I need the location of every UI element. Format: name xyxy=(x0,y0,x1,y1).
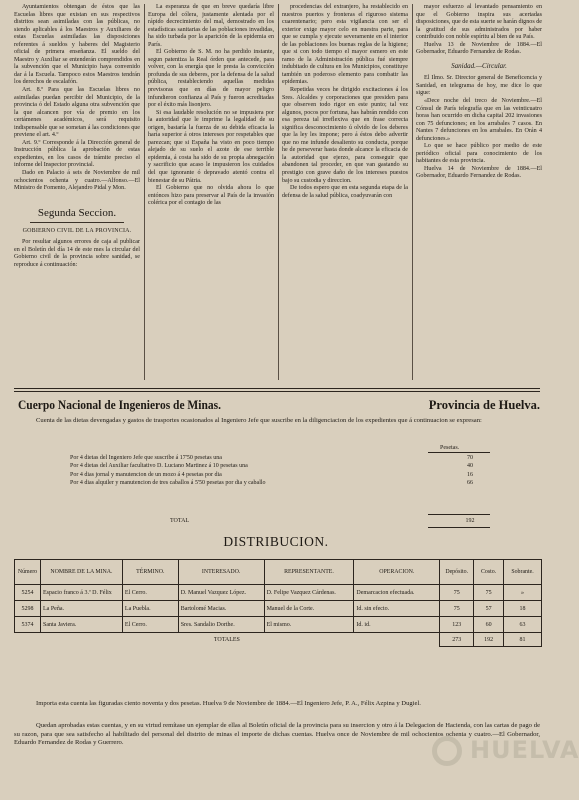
expense-desc: Por 4 dietas del Ingeniero Jefe que suscribe á 17'50 pesetas una xyxy=(70,455,222,461)
column-rule xyxy=(412,4,413,380)
paragraph: El Gobierno que no olvida ahora lo que entónces hizo para preservar al País de la invasión colérica por el contagio de las xyxy=(148,185,274,207)
top-columns xyxy=(14,4,542,384)
banner-title: Cuerpo Nacional de Ingenieros de Minas. xyxy=(18,398,221,412)
paragraph: procedencias del extranjero, ha restablecido en nuestros puertos y fronteras el riguroso sistema cuarentenario; pero esta vigilancia con ser el exterior exige mayor celo en nuestra parte, para que se cumpla y ejecute severamente en el interior de las poblaciones los buenas reglas de la higiene; que si con todo tiempo el mayor esmero en este ramo de la Administración pública fué siempre indubitado de cultura en los Municipios, constituye también un poderoso elemento para combatir las epidemias. xyxy=(282,4,408,86)
expense-amount: 40 xyxy=(467,463,473,470)
expense-amount: 70 xyxy=(467,455,473,461)
paragraph: La esperanza de que en breve quedaría libre Europa del cólera, justamente alentada por el rápido decrecimiento del mal, demostrado en los estadísticas sanitarias de las poblaciones invadidas, ha sido turbada por la aparición de la epidemia en París. xyxy=(148,4,274,48)
column-4 xyxy=(416,4,542,384)
column-header: OPERACION. xyxy=(354,560,440,585)
paragraph: mayor esfuerzo al levantado pensamiento en que el Gobierno inspira sus acertadas disposiciones, que de esta suerte se harán dignos de la gratitud de sus administrados por haber contribuido con noble espíritu al bien de su País. xyxy=(416,4,542,41)
column-header: INTERESADO. xyxy=(178,560,264,585)
total-amount: 192 xyxy=(465,518,475,524)
table-cell: Manuel de la Corte. xyxy=(264,601,354,617)
expense-desc: Por 4 dias jornal y manutencion de un mozo á 4 pesetas por dia xyxy=(70,471,222,478)
expense-row xyxy=(70,462,490,470)
paragraph: El Gobierno de S. M. no ha perdido instante, segun patentiza la Real órden que antecede, para volver, con la energía que le presta la convicción profunda de sus deberes, por la defensa de la salud pública, restableciendo aquellas medidas previsoras que en días de mayor peligro infundieron confianza al País y fueron acreditadas por el éxito más lisonjero. xyxy=(148,49,274,109)
table-cell: El mismo. xyxy=(264,617,354,633)
table-cell: La Puebla. xyxy=(122,601,178,617)
paragraph: Dado en Palacio á seis de Noviembre de mil ochocientos ochenta y cuatro.—Alfonso.—El Ministro de Fomento, Alejandro Pidal y Mon. xyxy=(14,170,140,192)
table-cell: 5254 xyxy=(15,585,41,601)
divider xyxy=(428,514,490,515)
table-cell: D. Felipe Vazquez Cárdenas. xyxy=(264,585,354,601)
table-cell: 18 xyxy=(504,601,542,617)
divider xyxy=(428,527,490,528)
column-1 xyxy=(14,4,140,384)
paragraph: Art. 9.º Corresponde á la Dirección general de Instrucción pública la aprobación de estas expedientes, en los casos de trámite preciso el informe del Inspector provincial. xyxy=(14,139,140,169)
column-header: Costo. xyxy=(474,560,504,585)
table-cell: 273 xyxy=(440,633,474,647)
pesetas-header: Pesetas. xyxy=(440,445,460,451)
table-cell: 81 xyxy=(504,633,542,647)
table-cell: 123 xyxy=(440,617,474,633)
paragraph: Por resultar algunos errores de caja al publicar en el Boletín del día 14 de este mes la circular del Gobierno civil de la provincia sobre sanidad, se reproduce á continuación: xyxy=(14,239,140,268)
table-header-row xyxy=(15,560,542,585)
table-cell: La Peña. xyxy=(40,601,122,617)
table-cell: El Cerro. xyxy=(122,617,178,633)
expense-amount: 66 xyxy=(467,480,473,487)
distribution-table xyxy=(14,559,542,647)
divider xyxy=(14,388,540,389)
subheading: GOBIERNO CIVIL DE LA PROVINCIA. xyxy=(22,227,132,234)
intro-text: Cuenta de las dietas devengadas y gastos de trasportes ocasionados al Ingeniero Jefe que suscribe en la diligenciacion de los expedientes que á continuacion se expresan: xyxy=(36,417,482,424)
expense-row xyxy=(70,471,490,479)
banner-province: Provincia de Huelva. xyxy=(428,398,540,412)
divider xyxy=(428,452,490,453)
table-row xyxy=(15,617,542,633)
paragraph: Lo que se hace público por medio de este periódico oficial para conocimiento de los habitantes de esta provincia. xyxy=(416,143,542,165)
column-header: REPRESENTANTE. xyxy=(264,560,354,585)
column-header: Número xyxy=(15,560,41,585)
column-header: TÉRMINO. xyxy=(122,560,178,585)
table-cell: Bartolomé Macias. xyxy=(178,601,264,617)
watermark-seal-icon xyxy=(432,736,462,766)
expenses-list xyxy=(70,454,490,488)
distribution-title: DISTRIBUCION. xyxy=(223,534,329,549)
paragraph: Huelva 13 de Noviembre de 1884.—El Gobernador, Eduardo Fernandez de Rodas. xyxy=(416,41,542,56)
expense-row xyxy=(70,454,490,462)
paragraph: Si esa laudable resolución no se impusiera por la autoridad que le imprime la legalidad de su origen, bastaría la fuerza de su debida eficacia la haría superior á otros intereses por respetables que parezcan; que si España ha visto en poco tiempo alejado de su suelo el azote de ese terrible epidemia, á costa ha sido de su propia abnegación y sacrificio que acaso le impusieron los cuidados del que ignorante ó depravado atentó contra el bienestar de su Pátria. xyxy=(148,109,274,184)
column-header: NOMBRE DE LA MINA. xyxy=(40,560,122,585)
table-cell: Demarcacion efectuada. xyxy=(354,585,440,601)
table-cell: Espacio franco á 3.ª D. Félix xyxy=(40,585,122,601)
paragraph: De todos espero que en esta segunda etapa de la defensa de la salud pública, coadyuvarán con xyxy=(282,185,408,199)
column-rule xyxy=(278,4,279,380)
table-totals-row xyxy=(15,633,542,647)
table-cell: Id. id. xyxy=(354,617,440,633)
expense-desc: Por 4 dias alquiler y manutencion de tres caballos á 5'50 pesetas por dia y caballo xyxy=(70,480,266,487)
table-cell: D. Manuel Vazquez López. xyxy=(178,585,264,601)
table-cell: Santa Javiera. xyxy=(40,617,122,633)
table-cell: 57 xyxy=(474,601,504,617)
column-2 xyxy=(148,4,274,384)
watermark: HUELVA xyxy=(470,736,579,764)
column-header: Depósito. xyxy=(440,560,474,585)
expense-amount: 16 xyxy=(467,471,473,478)
column-rule xyxy=(144,4,145,380)
closing-paragraph: Importa esta cuenta las figuradas ciento noventa y dos pesetas. Huelva 9 de Noviembre de 1884.—El Ingeniero Jefe, P. A., Félix Azpina y Dugiel. xyxy=(36,700,421,707)
column-3 xyxy=(282,4,408,384)
paragraph: Huelva 14 de Noviembre de 1884.—El Gobernador, Eduardo Fernandez de Rodas. xyxy=(416,165,542,180)
table-cell: » xyxy=(504,585,542,601)
divider xyxy=(14,391,540,392)
table-cell: 63 xyxy=(504,617,542,633)
closing-paragraph: Quedan aprobadas estas cuentas, y en su virtud remítase un ejemplar de ellas al Boletín oficial de la provincia para su insercion y otro á la Delegacion de Hacienda, con las cartas de pago de su razon, para que sea satisfecho al habilitado del personal del distrito de minas el importe de dichas cuentas. Huelva once de Noviembre de mil ochocientos ochenta y cuatro.—El Gobernador, Eduardo Fernandez de Rodas y Guerrero. xyxy=(14,722,540,747)
table-cell: 60 xyxy=(474,617,504,633)
table-cell: 5374 xyxy=(15,617,41,633)
table-cell: El Cerro. xyxy=(122,585,178,601)
table-cell: 192 xyxy=(474,633,504,647)
expense-row xyxy=(70,479,490,487)
paragraph: Repetidas veces he dirigido excitaciones á los Sres. Alcaldes y corporaciones que presiden para que observen todo rigor en este punto; tal vez algunos, pocos por fortuna, has habrán rendido con esa pereza tal irreflexiva que en frase correcta significa desconocimiento ú olvido de los deberes que la ley les impone; pero á éstos debo advertir que no me infunde desaliento su conducta, porque he de perseverar hasta donde alcance la eficacia de la autoridad que ejerzo, para conseguir que abandonen tal proceder, en que van gastando su prestigio con grave daño de los intereses puestos bajo su custodia y direccion. xyxy=(282,87,408,184)
table-cell: 75 xyxy=(440,601,474,617)
section-title: Segunda Seccion. xyxy=(37,206,117,219)
total-label: TOTAL xyxy=(170,518,190,524)
table-cell: Sres. Sandalio Dorthe. xyxy=(178,617,264,633)
table-cell: 5298 xyxy=(15,601,41,617)
paragraph: El Ilmo. Sr. Director general de Beneficencia y Sanidad, en telegrama de hoy, me dice lo que sigue: xyxy=(416,75,542,97)
expense-desc: Por 4 dietas del Auxiliar facultativo D. Luciano Martinez á 10 pesetas una xyxy=(70,463,248,470)
table-row xyxy=(15,585,542,601)
column-header: Sobrante. xyxy=(504,560,542,585)
paragraph: «Dece noche del treco de Noviembre.—El Cónsul de París telegrafía que en las veinticuatro horas han ocurrido en dicha capital 202 invasiones con 75 defunciones; en los arrabales 7 casos. En Nantes 7 defunciones en los arrabales. En Orán 4 defunciones.» xyxy=(416,98,542,142)
paragraph: Art. 8.º Para que las Escuelas libres no asimiladas puedan percibir del Municipio, de la provincia ó del Estado alguna otra subvención que la que alcancen por vía de premio en los certámenes académicos, será requisito indispensable que se sometan á las condiciones que previene el art. 4.º xyxy=(14,87,140,139)
divider xyxy=(30,222,124,223)
table-cell: 75 xyxy=(474,585,504,601)
table-cell: 75 xyxy=(440,585,474,601)
subheading: Sanidad.—Circular. xyxy=(451,61,507,70)
totals-label: TOTALES xyxy=(15,633,440,647)
table-cell: Id. sin efecto. xyxy=(354,601,440,617)
table-row xyxy=(15,601,542,617)
paragraph: Ayuntamientos obtengan de éstos que las Escuelas libres que existan en sus respectivos distritos sean asimiladas con las públicas, no siendo aplicables á los Maestros y Auxiliares de estas Escuelas asimiladas las disposiciones referentes á sueldos y haberes del Magisterio oficial de primera enseñanza. El sueldo del Maestro y Auxiliar se entenderán comprendidos en la subvención que el Municipio haya convenido dar á la Escuela. Tampoco estos Maestros tendrán los derechos de escalafón. xyxy=(14,4,140,86)
